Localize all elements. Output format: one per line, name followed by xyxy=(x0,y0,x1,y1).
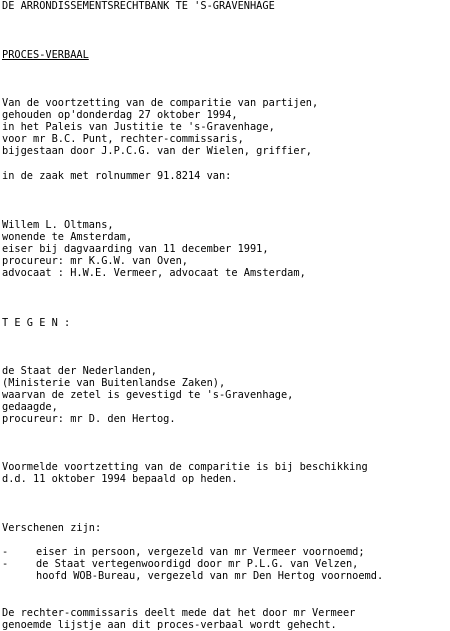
case-number-line xyxy=(2,170,231,182)
court-name: DE ARRONDISSEMENTSRECHTBANK TE 'S-GRAVENHAGE xyxy=(2,0,275,12)
intro-line: gehouden op'donderdag 27 oktober 1994, xyxy=(2,109,238,121)
list-item-text: eiser in persoon, vergezeld van mr Vermeer voornoemd; xyxy=(36,546,365,558)
plaintiff-line: wonende te Amsterdam, xyxy=(2,231,133,243)
case-line-text: in de zaak met rolnummer 91.8214 van: xyxy=(2,170,232,182)
plaintiff-line: Willem L. Oltmans, xyxy=(2,219,114,231)
continuation-paragraph xyxy=(2,461,368,485)
continuation-line: d.d. 11 oktober 1994 bepaald op heden. xyxy=(2,473,238,485)
intro-paragraph xyxy=(2,97,318,157)
list-item-continuation: hoofd WOB-Bureau, vergezeld van mr Den Hertog voornoemd. xyxy=(36,570,384,582)
intro-line: in het Paleis van Justitie te 's-Gravenhage, xyxy=(2,121,275,133)
appeared-list xyxy=(2,546,383,582)
plaintiff-line: eiser bij dagvaarding van 11 december 1991, xyxy=(2,243,269,255)
plaintiff-block xyxy=(2,219,306,279)
list-item-text: de Staat vertegenwoordigd door mr P.L.G. van Velzen, xyxy=(36,558,359,570)
intro-line: Van de voortzetting van de comparitie van partijen, xyxy=(2,97,319,109)
defendant-line: de Staat der Nederlanden, xyxy=(2,365,157,377)
document-page xyxy=(2,0,448,631)
plaintiff-line: procureur: mr K.G.W. van Oven, xyxy=(2,255,188,267)
plaintiff-line: advocaat : H.W.E. Vermeer, advocaat te Amsterdam, xyxy=(2,267,306,279)
tegen-heading xyxy=(2,317,70,329)
defendant-block xyxy=(2,365,293,425)
list-item xyxy=(2,558,383,570)
list-item xyxy=(2,546,383,558)
defendant-line: procureur: mr D. den Hertog. xyxy=(2,413,176,425)
closing-line: genoemde lijstje aan dit proces-verbaal wordt gehecht. xyxy=(2,619,337,631)
defendant-line: waarvan de zetel is gevestigd te 's-Gravenhage, xyxy=(2,389,294,401)
title-text: PROCES-VERBAAL xyxy=(2,49,89,61)
intro-line: bijgestaan door J.P.C.G. van der Wielen, griffier, xyxy=(2,145,312,157)
list-bullet: - xyxy=(2,558,9,570)
court-header xyxy=(2,0,275,12)
defendant-line: (Ministerie van Buitenlandse Zaken), xyxy=(2,377,226,389)
appeared-heading xyxy=(2,522,101,534)
document-title xyxy=(2,49,89,61)
list-bullet: - xyxy=(2,546,9,558)
intro-line: voor mr B.C. Punt, rechter-commissaris, xyxy=(2,133,244,145)
appeared-heading-text: Verschenen zijn: xyxy=(2,522,102,534)
closing-line: De rechter-commissaris deelt mede dat het door mr Vermeer xyxy=(2,607,356,619)
closing-paragraph xyxy=(2,607,355,631)
continuation-line: Voormelde voortzetting van de comparitie is bij beschikking xyxy=(2,461,368,473)
defendant-line: gedaagde, xyxy=(2,401,58,413)
tegen-text: T E G E N : xyxy=(2,317,71,329)
